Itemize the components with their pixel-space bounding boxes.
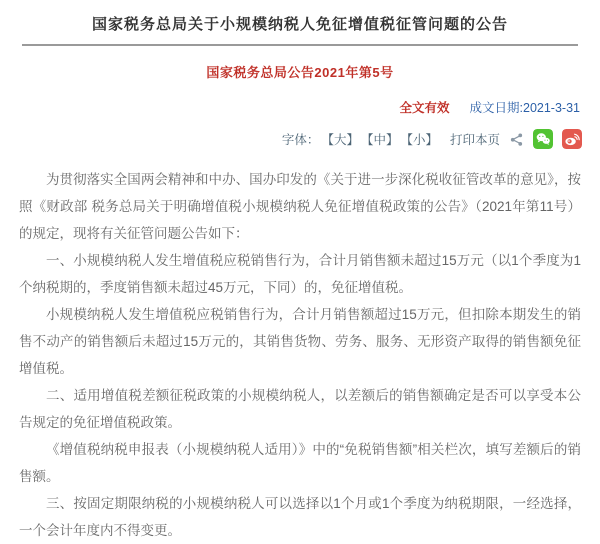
title-divider bbox=[22, 44, 578, 46]
font-size-label: 字体： bbox=[281, 133, 320, 147]
body-paragraph: 三、按固定期限纳税的小规模纳税人可以选择以1个月或1个季度为纳税期限，一经选择，一个会计年度内不得变更。 bbox=[19, 496, 581, 538]
share-icon[interactable] bbox=[509, 132, 524, 147]
body-paragraph: 二、适用增值税差额征税政策的小规模纳税人，以差额后的销售额确定是否可以享受本公告规定的免征增值税政策。 bbox=[19, 388, 581, 430]
font-small-button[interactable]: 【小】 bbox=[400, 133, 438, 147]
weibo-icon[interactable] bbox=[562, 129, 582, 149]
issue-date: 成文日期:2021-3-31 bbox=[469, 101, 580, 115]
body-paragraph: 《增值税纳税申报表（小规模纳税人适用）》中的“免税销售额”相关栏次，填写差额后的销售额。 bbox=[19, 442, 581, 484]
validity-status: 全文有效 bbox=[399, 101, 450, 115]
body-paragraph: 一、小规模纳税人发生增值税应税销售行为，合计月销售额未超过15万元（以1个季度为1个纳税期的，季度销售额未超过45万元，下同）的，免征增值税。 bbox=[19, 253, 581, 295]
font-large-button[interactable]: 【大】 bbox=[321, 133, 359, 147]
body-paragraph: 为贯彻落实全国两会精神和中办、国办印发的《关于进一步深化税收征管改革的意见》，按照《财政部 税务总局关于明确增值税小规模纳税人免征增值税政策的公告》（2021年第11号）的规定，现将有关征管问题公告如下： bbox=[19, 172, 581, 241]
page-toolbar bbox=[18, 129, 582, 149]
print-page-button[interactable]: 打印本页 bbox=[449, 133, 500, 147]
page-title: 国家税务总局关于小规模纳税人免征增值税征管问题的公告 bbox=[91, 16, 508, 33]
font-medium-button[interactable]: 【中】 bbox=[360, 133, 399, 147]
wechat-icon[interactable] bbox=[533, 129, 553, 149]
document-body bbox=[19, 166, 581, 544]
body-paragraph: 小规模纳税人发生增值税应税销售行为，合计月销售额超过15万元，但扣除本期发生的销售不动产的销售额后未超过15万元的，其销售货物、劳务、服务、无形资产取得的销售额免征增值税。 bbox=[19, 307, 581, 376]
document-number: 国家税务总局公告2021年第5号 bbox=[206, 65, 394, 80]
meta-row bbox=[20, 98, 580, 116]
